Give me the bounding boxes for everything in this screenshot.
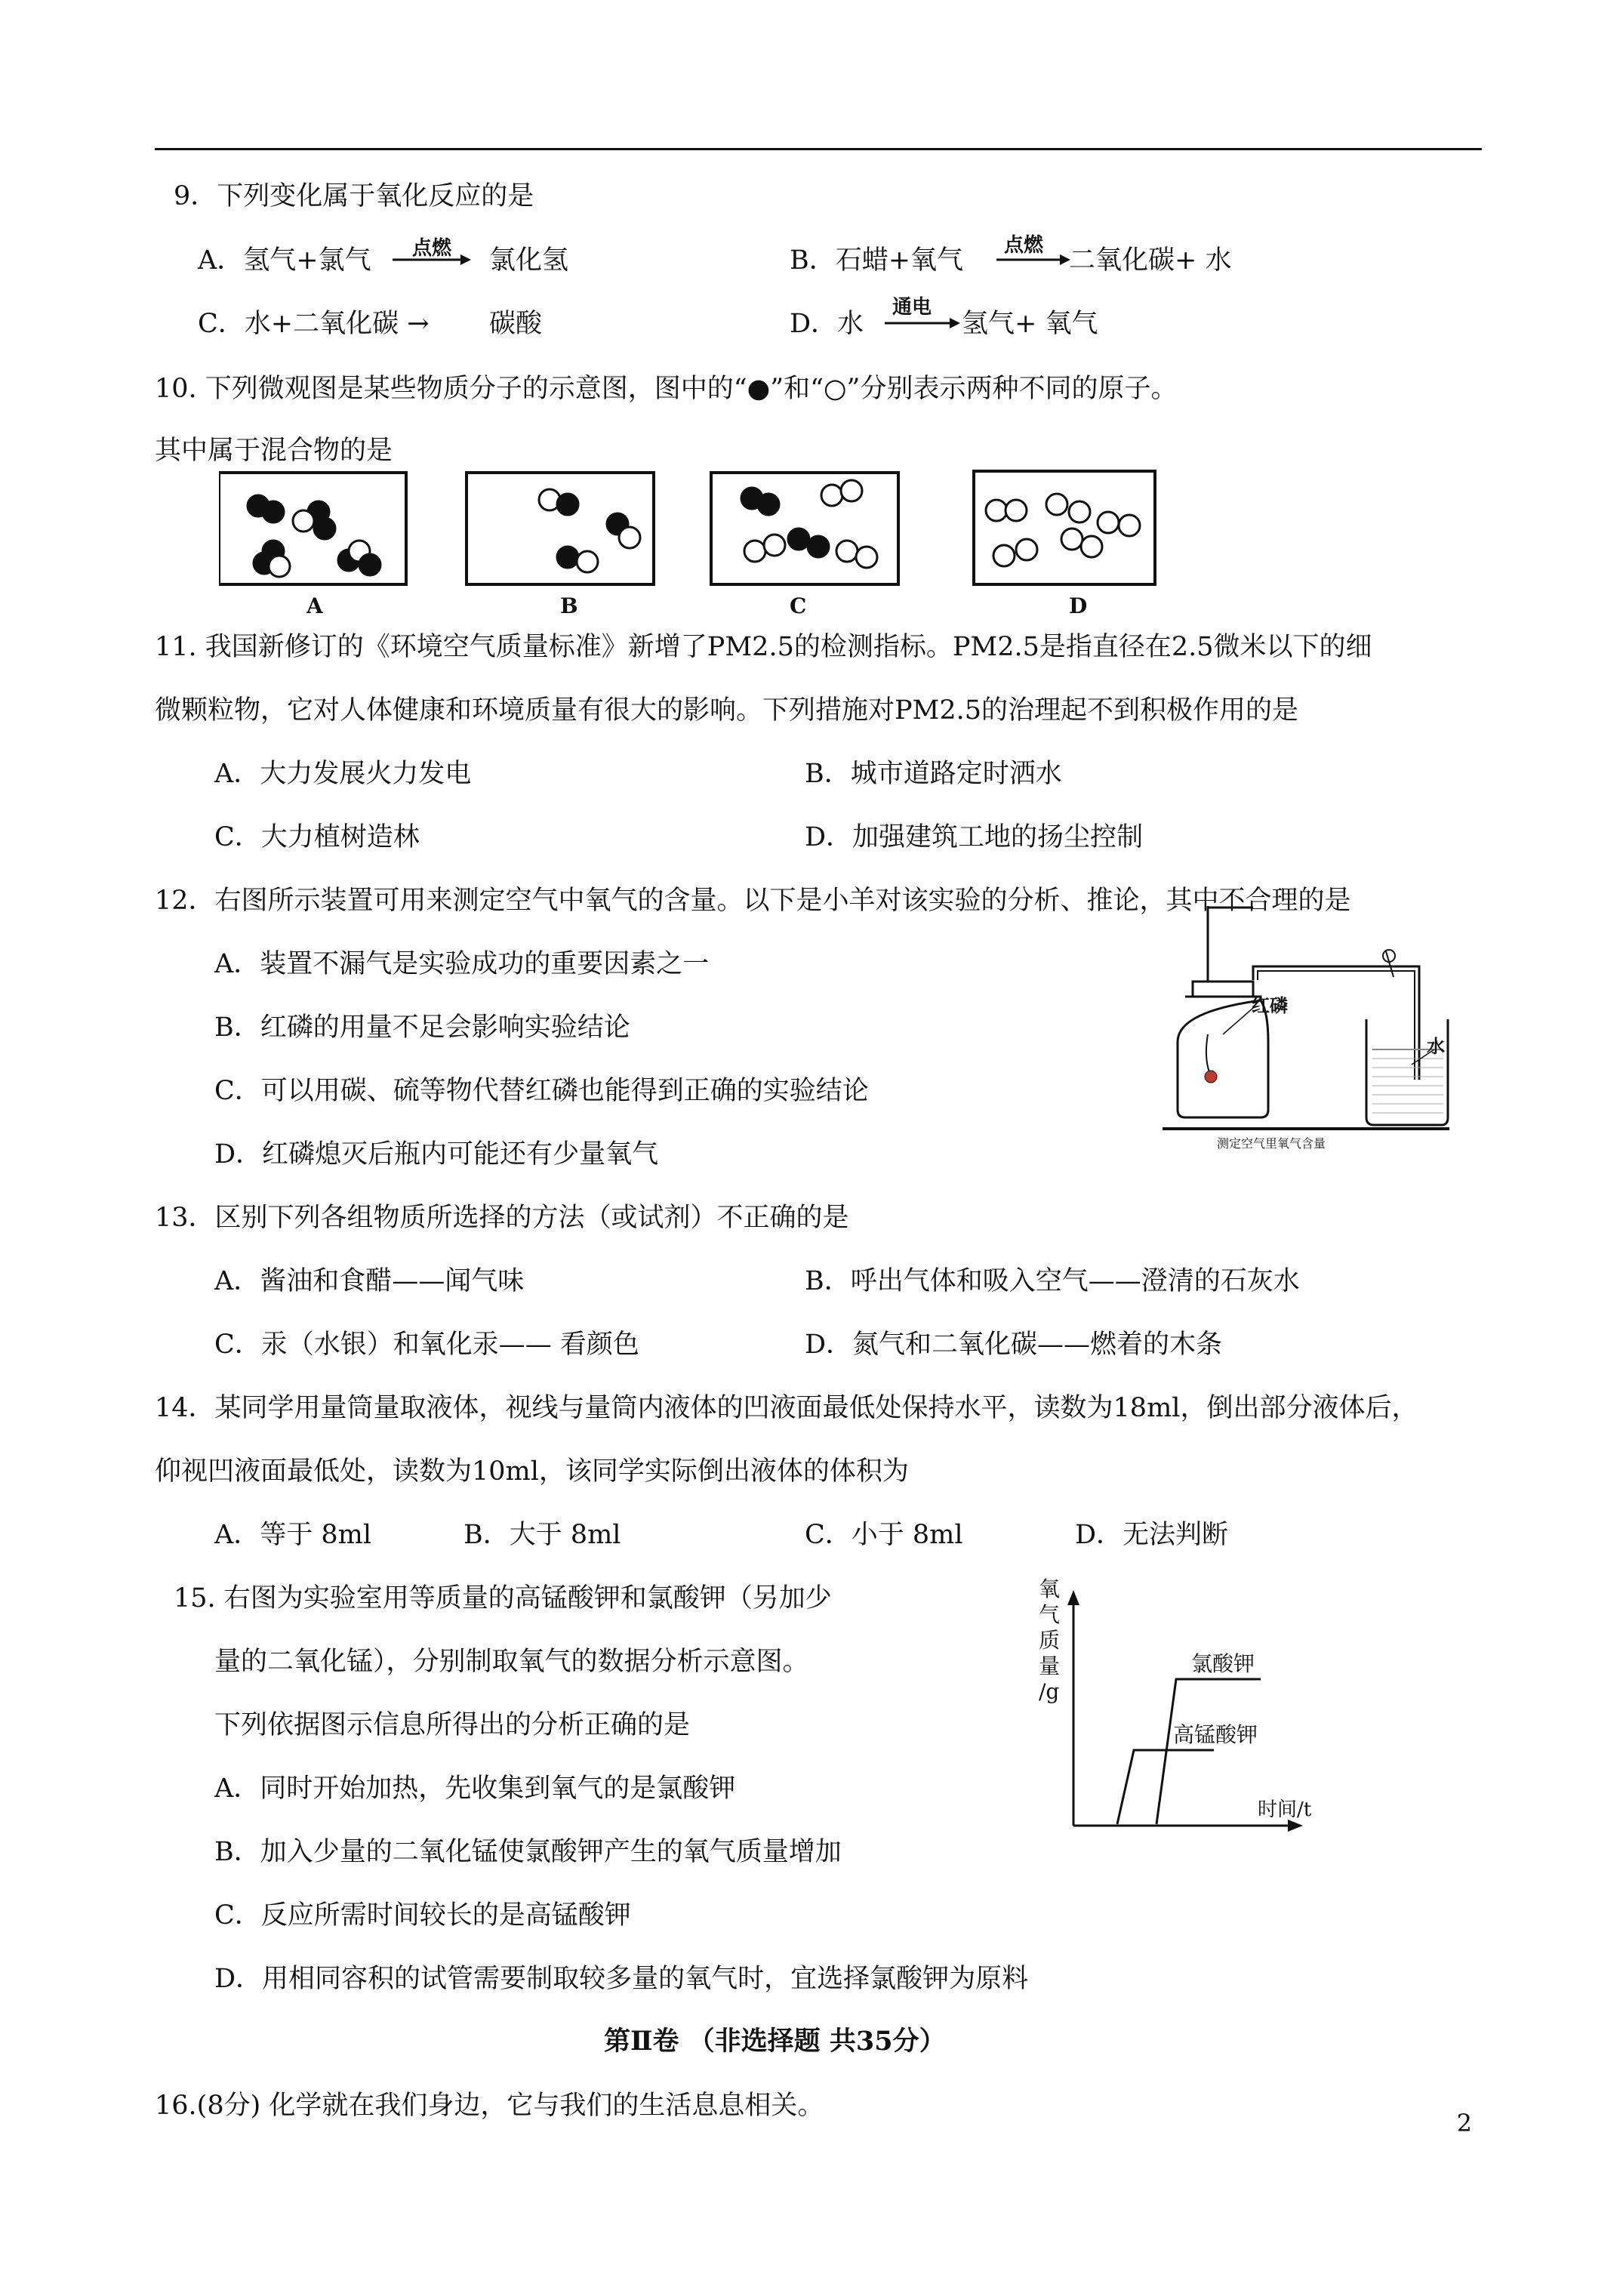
q12-fig-red-p-label: 红磷: [1252, 995, 1288, 1016]
q14-stem-line1: 14．某同学用量筒量取液体，视线与量筒内液体的凹液面最低处保持水平，读数为18ml，倒出部分液体后，: [155, 1393, 1418, 1423]
q15-line-kclo3: [1156, 1679, 1261, 1824]
q12-option-a: A．装置不漏气是实验成功的重要因素之一: [214, 949, 710, 979]
q15-option-b: B．加入少量的二氧化锰使氯酸钾产生的氧气质量增加: [214, 1837, 842, 1867]
q12-option-b: B．红磷的用量不足会影响实验结论: [214, 1012, 630, 1043]
q12-apparatus-figure: [1163, 898, 1449, 1155]
q15-y-char-2: 气: [1039, 1602, 1061, 1627]
q15-y-char-1: 氧: [1039, 1576, 1061, 1601]
q9-a-condition: 点燃: [412, 237, 452, 260]
q14-option-b: B．大于 8ml: [463, 1520, 621, 1550]
q15-series-kclo3-label: 氯酸钾: [1191, 1651, 1255, 1676]
q10-label-d: D: [1069, 593, 1088, 618]
q11-option-b: B．城市道路定时洒水: [805, 759, 1062, 789]
q13-stem: 13．区别下列各组物质所选择的方法（或试剂）不正确的是: [155, 1203, 849, 1233]
q9-stem: 9．下列变化属于氧化反应的是: [174, 181, 534, 211]
q11-option-d: D．加强建筑工地的扬尘控制: [805, 822, 1144, 852]
q10-stem-line2: 其中属于混合物的是: [155, 436, 393, 466]
q9-option-a-left: A．氢气+氯气: [198, 245, 371, 276]
header-rule: [155, 148, 1482, 150]
q15-stem-line1: 15. 右图为实验室用等质量的高锰酸钾和氯酸钾（另加少: [174, 1583, 832, 1613]
q10-label-c: C: [790, 593, 807, 618]
q13-option-d: D．氮气和二氧化碳——燃着的木条: [805, 1330, 1223, 1360]
q9-option-c-right: 碳酸: [489, 309, 543, 339]
q9-d-reaction-arrow: [883, 291, 962, 334]
q10-box-a-atoms: [248, 495, 380, 577]
q15-chart-x-label: 时间/t: [1258, 1798, 1312, 1821]
q15-stem-line2: 量的二氧化锰），分别制取氧气的数据分析示意图。: [214, 1647, 809, 1677]
q11-stem-line1: 11. 我国新修订的《环境空气质量标准》新增了PM2.5的检测指标。PM2.5是指直径在2.5微米以下的细: [155, 632, 1372, 662]
q10-stem: 10. 下列微观图是某些物质分子的示意图，图中的“●”和“○”分别表示两种不同的原子。: [155, 374, 1178, 404]
q15-oxygen-chart: [1034, 1576, 1329, 1833]
q15-y-char-4: 量: [1039, 1653, 1061, 1678]
q9-b-condition: 点燃: [1004, 234, 1044, 257]
q9-option-b-right: 二氧化碳+ 水: [1069, 245, 1232, 276]
q15-stem-line3: 下列依据图示信息所得出的分析正确的是: [214, 1710, 691, 1740]
q9-b-reaction-arrow: [995, 230, 1070, 270]
q9-d-condition: 通电: [892, 296, 932, 319]
q14-option-d: D．无法判断: [1075, 1520, 1229, 1550]
q11-option-c: C．大力植树造林: [214, 822, 420, 852]
q9-option-b-left: B．石蜡+氧气: [790, 245, 964, 276]
q12-option-c: C．可以用碳、硫等物代替红磷也能得到正确的实验结论: [214, 1076, 869, 1106]
page-number: 2: [1456, 2109, 1472, 2137]
q10-label-a: A: [306, 593, 323, 618]
q9-option-c: C．水+二氧化碳 →: [198, 309, 430, 339]
q16-stem: 16.(8分) 化学就在我们身边，它与我们的生活息息相关。: [155, 2091, 824, 2121]
q15-option-a: A．同时开始加热，先收集到氧气的是氯酸钾: [214, 1774, 736, 1804]
q9-option-a-right: 氯化氢: [489, 245, 569, 276]
section-2-title: 第Ⅱ卷 （非选择题 共35分）: [604, 2026, 946, 2057]
q13-option-a: A．酱油和食醋——闻气味: [214, 1266, 525, 1296]
q15-series-kmno4-label: 高锰酸钾: [1173, 1722, 1258, 1747]
q13-option-c: C．汞（水银）和氧化汞—— 看颜色: [214, 1330, 639, 1360]
q14-stem-line2: 仰视凹液面最低处，读数为10ml，该同学实际倒出液体的体积为: [155, 1456, 909, 1487]
q12-stem: 12．右图所示装置可用来测定空气中氧气的含量。以下是小羊对该实验的分析、推论，其中不合理的是: [155, 886, 1351, 916]
q11-stem-line2: 微颗粒物，它对人体健康和环境质量有很大的影响。下列措施对PM2.5的治理起不到积极作用的是: [155, 695, 1299, 726]
q9-option-d-right: 氢气+ 氧气: [962, 309, 1098, 339]
q11-option-a: A．大力发展火力发电: [214, 759, 472, 789]
q15-option-d: D．用相同容积的试管需要制取较多量的氧气时，宜选择氯酸钾为原料: [214, 1964, 1029, 1994]
q10-label-b: B: [560, 593, 578, 618]
q12-fig-water-label: 水: [1427, 1036, 1445, 1057]
q9-option-d-left: D．水: [790, 309, 864, 339]
q9-a-reaction-arrow: [391, 233, 473, 270]
q15-y-char-5: /g: [1039, 1679, 1060, 1704]
q10-molecule-diagrams: [219, 468, 1200, 619]
q13-option-b: B．呼出气体和吸入空气——澄清的石灰水: [805, 1266, 1300, 1296]
q15-option-c: C．反应所需时间较长的是高锰酸钾: [214, 1900, 631, 1931]
q12-option-d: D．红磷熄灭后瓶内可能还有少量氧气: [214, 1139, 659, 1170]
q14-option-c: C．小于 8ml: [805, 1520, 963, 1550]
q15-y-char-3: 质: [1039, 1628, 1061, 1653]
q14-option-a: A．等于 8ml: [214, 1520, 372, 1550]
q12-fig-caption: 测定空气里氧气含量: [1217, 1136, 1326, 1151]
